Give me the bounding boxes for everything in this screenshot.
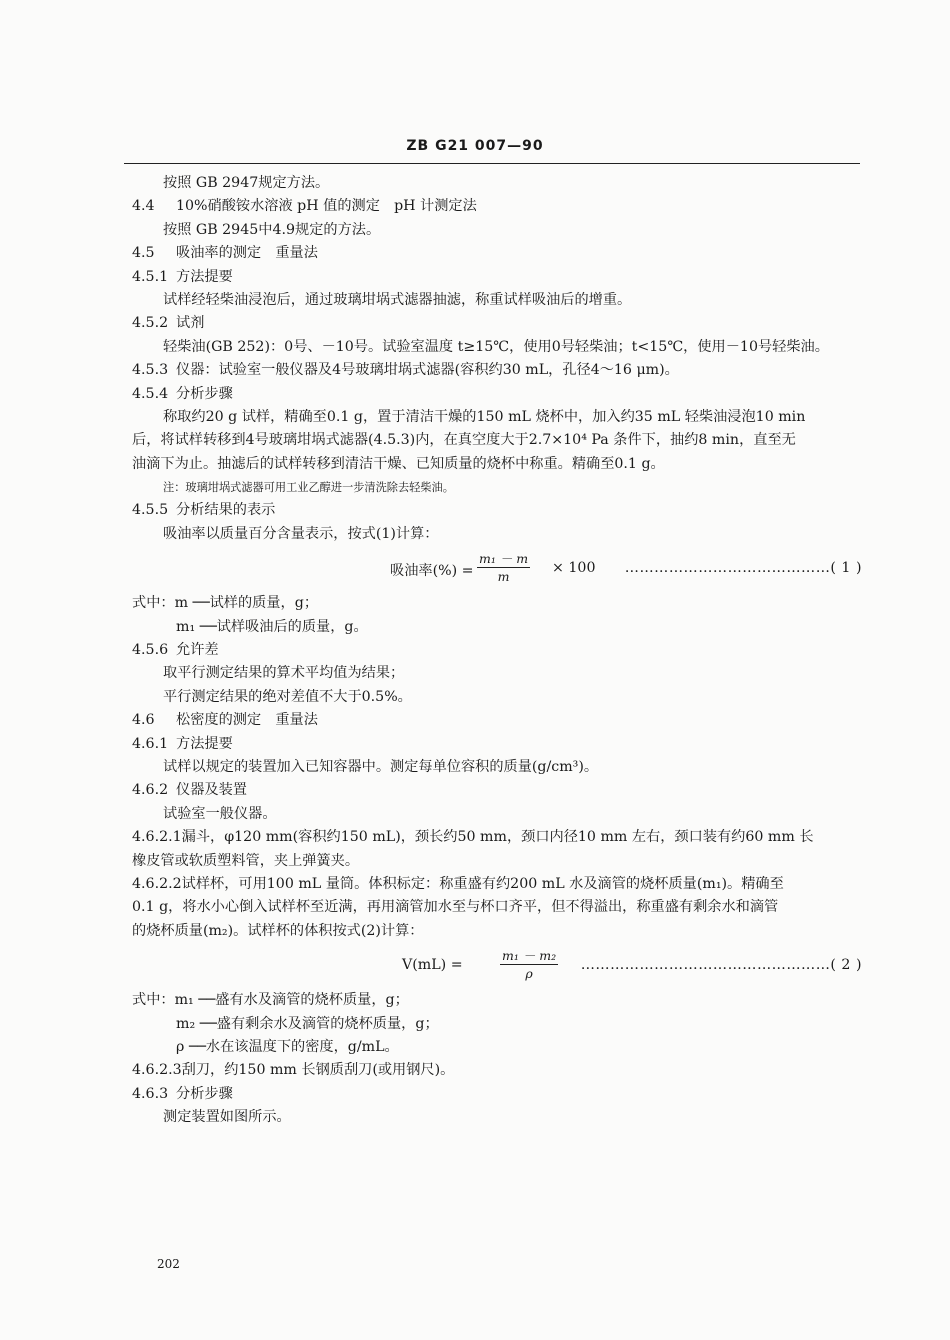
section-number: 4.6.1 — [132, 735, 169, 752]
formula-2-fraction — [500, 947, 558, 982]
formula-1-number: ……………………………………( 1 ) — [624, 560, 862, 577]
section-number: 4.6 — [132, 712, 155, 729]
text-line — [132, 616, 862, 639]
line-text: 仪器：试验室一般仪器及4号玻璃坩埚式滤器(容积约30 mL，孔径4～16 μm)。 — [176, 362, 679, 379]
text-line — [132, 499, 862, 522]
line-text: 10%硝酸铵水溶液 pH 值的测定 pH 计测定法 — [176, 198, 477, 215]
line-text: 0.1 g，将水小心倒入试样杯至近满，再用滴管加水至与杯口齐平，但不得溢出，称重盛有剩余水和滴管 — [132, 899, 779, 916]
text-line — [132, 429, 862, 452]
text-line — [132, 756, 862, 779]
text-line — [132, 896, 862, 919]
formula-2-lhs: V(mL) = — [402, 957, 463, 974]
line-text: 吸油率以质量百分含量表示，按式(1)计算： — [163, 525, 439, 542]
section-number: 4.5.4 — [132, 385, 169, 402]
text-line — [132, 826, 862, 849]
text-line — [132, 1059, 862, 1082]
text-line — [132, 312, 862, 335]
document-body — [132, 172, 862, 1129]
formula-2-number: ……………………………………………( 2 ) — [580, 957, 862, 974]
line-text: 式中：m ──试样的质量，g； — [132, 595, 319, 612]
line-text: 式中：m₁ ──盛有水及滴管的烧杯质量，g； — [132, 992, 409, 1009]
formula-1-tail: × 100 — [552, 560, 596, 577]
page-number: 202 — [157, 1257, 180, 1271]
text-line — [132, 920, 862, 943]
text-line — [132, 1083, 862, 1106]
section-number: 4.6.3 — [132, 1085, 169, 1102]
line-text: 称取约20 g 试样，精确至0.1 g，置于清洁干燥的150 mL 烧杯中，加入约35 mL 轻柴油浸泡10 min — [163, 408, 806, 425]
text-line — [132, 1013, 862, 1036]
line-text: 注：玻璃坩埚式滤器可用工业乙醇进一步清洗除去轻柴油。 — [163, 481, 454, 495]
line-text: 方法提要 — [176, 735, 233, 752]
standard-code-header: ZB G21 007—90 — [406, 138, 544, 154]
line-text: 油滴下为止。抽滤后的试样转移到清洁干燥、已知质量的烧杯中称重。精确至0.1 g。 — [132, 455, 665, 472]
line-text: 的烧杯质量(m₂)。试样杯的体积按式(2)计算： — [132, 922, 424, 939]
formula-1-denominator: m — [497, 569, 510, 585]
text-line — [132, 733, 862, 756]
line-text: 漏斗，φ120 mm(容积约150 mL)，颈长约50 mm，颈口内径10 mm 左右，颈口装有约60 mm 长 — [181, 829, 814, 846]
text-line — [132, 219, 862, 242]
line-text: 刮刀，约150 mm 长钢质刮刀(或用钢尺)。 — [181, 1062, 455, 1079]
text-block-2 — [132, 592, 862, 943]
text-line — [132, 406, 862, 429]
text-line — [132, 662, 862, 685]
formula-2 — [132, 947, 862, 989]
text-line — [132, 639, 862, 662]
text-line — [132, 989, 862, 1012]
line-text: 分析结果的表示 — [176, 502, 276, 519]
line-text: m₂ ──盛有剩余水及滴管的烧杯质量，g； — [176, 1015, 439, 1032]
formula-2-numerator: m₁ － m₂ — [502, 948, 557, 964]
line-text: 仪器及装置 — [176, 782, 247, 799]
text-line — [132, 242, 862, 265]
text-line — [132, 686, 862, 709]
line-text: m₁ ──试样吸油后的质量，g。 — [176, 618, 368, 635]
line-text: 橡皮管或软质塑料管，夹上弹簧夹。 — [132, 852, 360, 869]
formula-1-numerator: m₁ － m — [479, 551, 529, 567]
section-number: 4.6.2.2 — [132, 875, 182, 892]
section-number: 4.5.1 — [132, 268, 169, 285]
text-line — [132, 592, 862, 615]
line-text: 测定装置如图所示。 — [163, 1109, 291, 1126]
line-text: 轻柴油(GB 252)：0号、－10号。试验室温度 t≥15℃，使用0号轻柴油；t<15℃，使用－10号轻柴油。 — [163, 338, 829, 355]
text-line — [132, 476, 862, 499]
text-line — [132, 453, 862, 476]
section-number: 4.5 — [132, 245, 155, 262]
line-text: 试验室一般仪器。 — [163, 805, 277, 822]
text-line — [132, 266, 862, 289]
section-number: 4.5.5 — [132, 502, 169, 519]
text-line — [132, 523, 862, 546]
line-text: 按照 GB 2947规定方法。 — [163, 175, 330, 191]
line-text: 平行测定结果的绝对差值不大于0.5%。 — [163, 688, 412, 705]
line-text: 试样杯，可用100 mL 量筒。体积标定：称重盛有约200 mL 水及滴管的烧杯质量(m₁)。精确至 — [181, 875, 784, 892]
text-line — [132, 873, 862, 896]
text-line — [132, 336, 862, 359]
formula-1-lhs: 吸油率(%) = — [390, 563, 474, 580]
line-text: 允许差 — [176, 642, 219, 659]
text-block-1 — [132, 172, 862, 546]
line-text: 按照 GB 2945中4.9规定的方法。 — [163, 221, 381, 238]
text-block-3 — [132, 989, 862, 1129]
line-text: 试剂 — [176, 315, 205, 332]
section-number: 4.5.3 — [132, 362, 169, 379]
text-line — [132, 359, 862, 382]
line-text: 分析步骤 — [176, 385, 233, 402]
section-number: 4.5.2 — [132, 315, 169, 332]
text-line — [132, 383, 862, 406]
text-line — [132, 709, 862, 732]
text-line — [132, 172, 862, 195]
line-text: 方法提要 — [176, 268, 233, 285]
text-line — [132, 195, 862, 218]
line-text: 松密度的测定 重量法 — [176, 712, 318, 729]
line-text: 后，将试样转移到4号玻璃坩埚式滤器(4.5.3)内，在真空度大于2.7×10⁴ Pa 条件下，抽约8 min，直至无 — [132, 432, 796, 449]
section-number: 4.6.2 — [132, 782, 169, 799]
line-text: 分析步骤 — [176, 1085, 233, 1102]
text-line — [132, 779, 862, 802]
line-text: ρ ──水在该温度下的密度，g/mL。 — [176, 1038, 399, 1055]
line-text: 吸油率的测定 重量法 — [176, 245, 318, 262]
text-line — [132, 803, 862, 826]
section-number: 4.5.6 — [132, 642, 169, 659]
section-number: 4.6.2.3 — [132, 1062, 182, 1079]
line-text: 取平行测定结果的算术平均值为结果； — [163, 665, 405, 682]
formula-1-fraction — [477, 550, 530, 585]
section-number: 4.4 — [132, 198, 155, 215]
text-line — [132, 1106, 862, 1129]
formula-2-denominator: ρ — [525, 966, 533, 982]
line-text: 试样经轻柴油浸泡后，通过玻璃坩埚式滤器抽滤，称重试样吸油后的增重。 — [163, 291, 632, 308]
line-text: 试样以规定的装置加入已知容器中。测定每单位容积的质量(g/cm³)。 — [163, 758, 599, 775]
header-rule — [124, 163, 860, 164]
text-line — [132, 850, 862, 873]
section-number: 4.6.2.1 — [132, 829, 182, 846]
text-line — [132, 289, 862, 312]
formula-1 — [132, 550, 862, 592]
text-line — [132, 1036, 862, 1059]
